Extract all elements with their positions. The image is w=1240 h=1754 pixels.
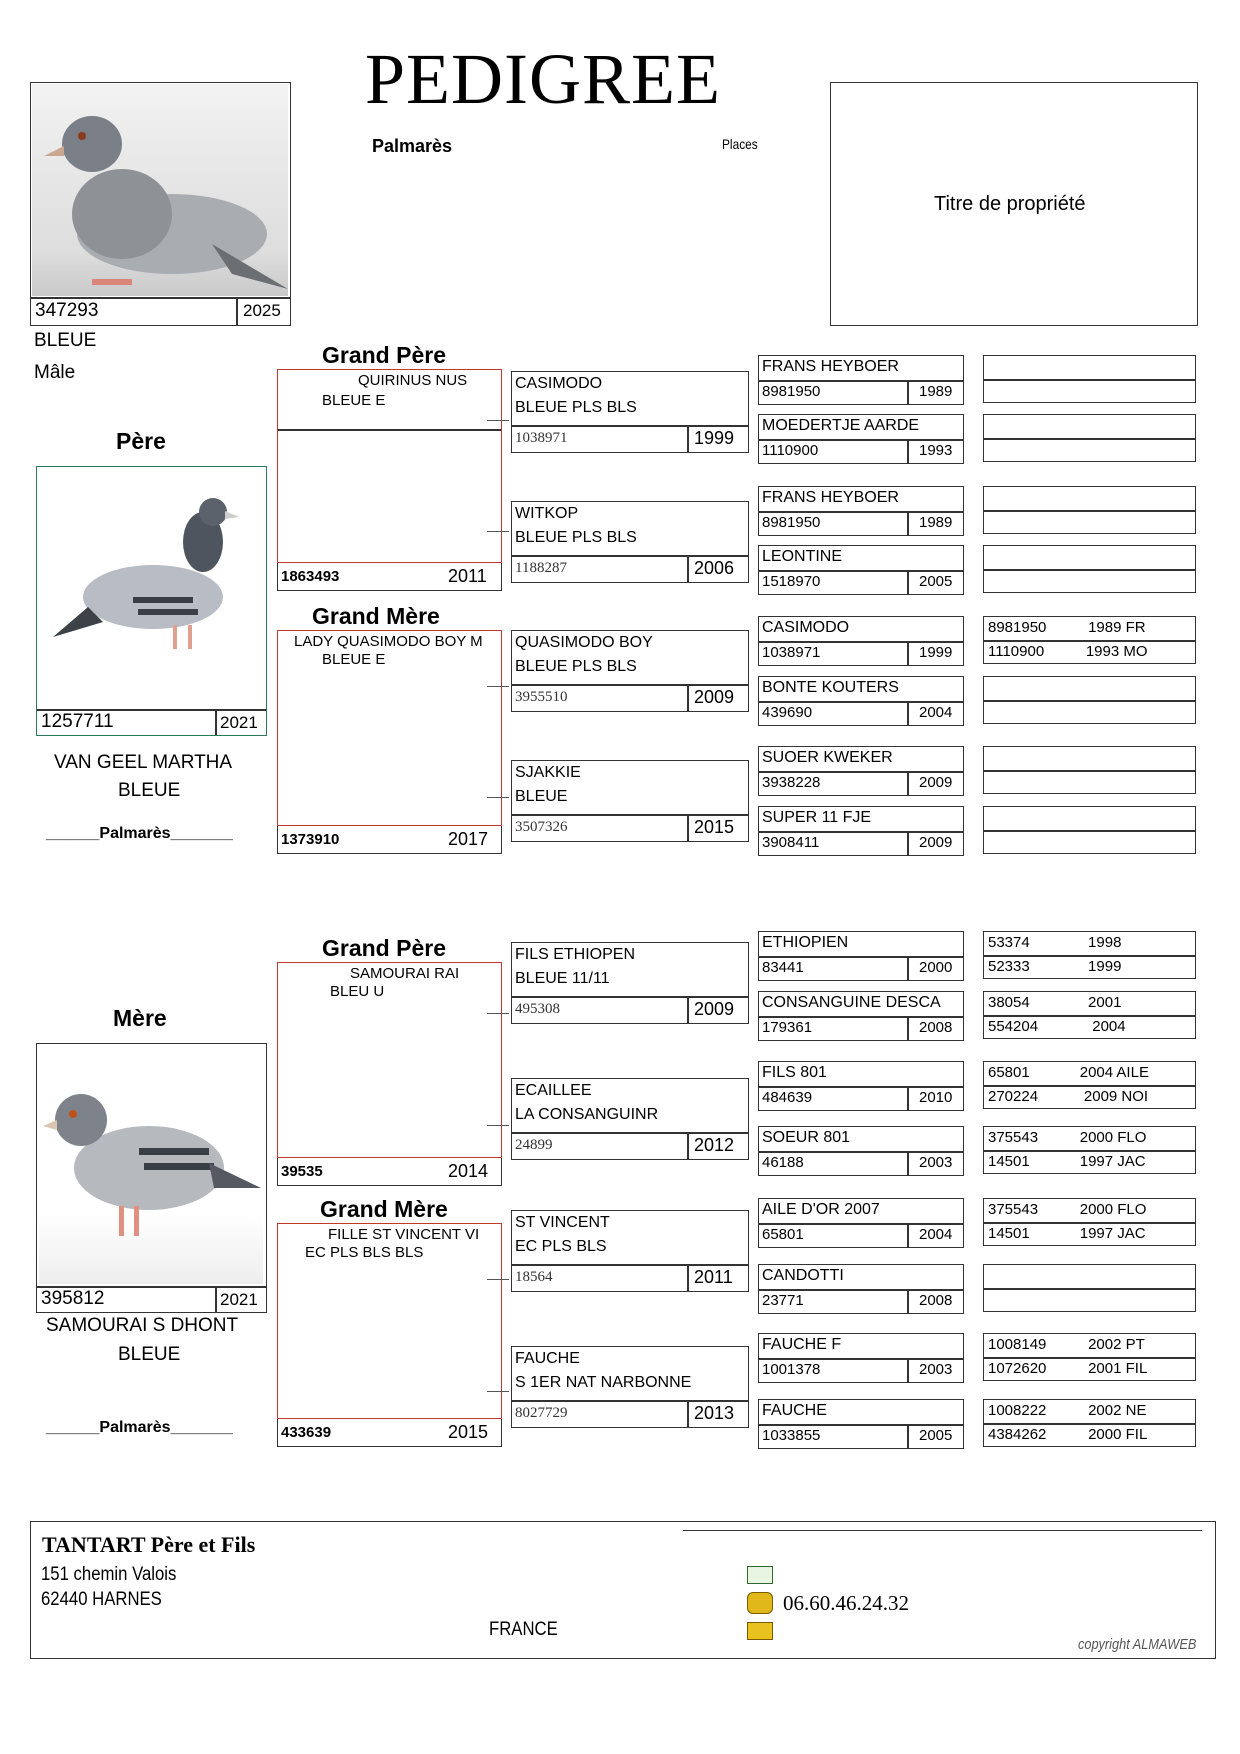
gen4-card xyxy=(758,1061,964,1111)
gen4-card xyxy=(758,991,964,1041)
gen3-name: WITKOP xyxy=(515,505,579,522)
gen4-card xyxy=(758,806,964,856)
gen4-name: MOEDERTJE AARDE xyxy=(762,417,920,434)
mere-grand-mere-box xyxy=(277,1223,502,1419)
gen5-line: 38054 2001 xyxy=(988,994,1122,1011)
grand-mere-name: FILLE ST VINCENT VI xyxy=(328,1226,480,1243)
grand-pere-ring: 39535 xyxy=(281,1163,323,1180)
gen5-card xyxy=(983,545,1196,593)
gen3-ring: 3507326 xyxy=(515,819,568,835)
gen4-name: CONSANGUINE DESCA xyxy=(762,994,941,1011)
pere-ring: 1257711 xyxy=(41,711,114,732)
gen3-name: FILS ETHIOPEN xyxy=(515,946,636,963)
gen4-ring: 46188 xyxy=(762,1154,804,1171)
subject-sex: Mâle xyxy=(34,362,76,383)
gen4-year: 2004 xyxy=(919,704,953,721)
gen4-card xyxy=(758,486,964,536)
gen4-ring: 3908411 xyxy=(762,834,820,851)
address-line2: 62440 HARNES xyxy=(41,1589,162,1610)
gen4-name: ETHIOPIEN xyxy=(762,934,849,951)
mere-year: 2021 xyxy=(220,1290,258,1309)
gen4-name: FRANS HEYBOER xyxy=(762,358,899,375)
gen5-card xyxy=(983,414,1196,462)
gen4-card xyxy=(758,545,964,595)
gen4-year: 2010 xyxy=(919,1089,953,1106)
gen5-line: 52333 1999 xyxy=(988,958,1122,975)
subject-year: 2025 xyxy=(243,301,281,320)
gen5-card xyxy=(983,1333,1196,1381)
mere-grand-mere-ring-row xyxy=(277,1419,502,1447)
fax-icon xyxy=(747,1622,773,1640)
mere-grand-pere-heading: Grand Père xyxy=(322,935,446,961)
gen5-card xyxy=(983,1126,1196,1174)
grand-mere-color: EC PLS BLS BLS xyxy=(305,1244,424,1261)
gen5-line: 554204 2004 xyxy=(988,1018,1126,1035)
gen4-year: 2003 xyxy=(919,1361,953,1378)
pigeon-icon xyxy=(39,1048,263,1284)
gen5-card xyxy=(983,486,1196,534)
gen4-year: 2008 xyxy=(919,1292,953,1309)
gen4-name: BONTE KOUTERS xyxy=(762,679,899,696)
grand-mere-color: BLEUE E xyxy=(322,651,386,668)
mere-photo xyxy=(39,1048,263,1284)
mere-grand-pere-ring-row xyxy=(277,1158,502,1186)
gen4-ring: 179361 xyxy=(762,1019,813,1036)
grand-pere-color: BLEU U xyxy=(330,983,385,1000)
gen4-year: 2009 xyxy=(919,774,953,791)
gen4-ring: 1110900 xyxy=(762,442,819,459)
gen3-ring: 1188287 xyxy=(515,560,567,576)
gen3-year: 2013 xyxy=(694,1403,735,1423)
gen3-ring: 18564 xyxy=(515,1269,553,1285)
pere-grand-mere-box xyxy=(277,630,502,826)
gen5-card xyxy=(983,1399,1196,1447)
mere-heading: Mère xyxy=(113,1005,167,1031)
places-label: Places xyxy=(722,136,758,152)
gen4-name: LEONTINE xyxy=(762,548,843,565)
pere-photo-frame xyxy=(36,466,267,736)
gen5-card xyxy=(983,991,1196,1039)
gen5-card xyxy=(983,616,1196,664)
gen5-line: 1008149 2002 PT xyxy=(988,1336,1145,1353)
gen5-card xyxy=(983,355,1196,403)
footer-box xyxy=(30,1521,1216,1659)
grand-pere-name: SAMOURAI RAI xyxy=(350,965,460,982)
gen3-card xyxy=(511,1346,749,1428)
gen4-year: 2003 xyxy=(919,1154,953,1171)
gen4-ring: 3938228 xyxy=(762,774,821,791)
gen5-line: 1072620 2001 FIL xyxy=(988,1360,1148,1377)
gen3-year: 2006 xyxy=(694,558,735,578)
mere-name: SAMOURAI S DHONT xyxy=(46,1315,239,1336)
gen3-desc: BLEUE PLS BLS xyxy=(515,399,637,416)
gen3-ring: 495308 xyxy=(515,1001,560,1017)
pere-grand-pere-box xyxy=(277,369,502,563)
gen5-card xyxy=(983,1264,1196,1312)
pere-heading: Père xyxy=(116,428,166,454)
subject-photo xyxy=(32,84,288,296)
gen4-ring: 65801 xyxy=(762,1226,804,1243)
grand-mere-ring: 433639 xyxy=(281,1424,332,1441)
gen4-year: 2005 xyxy=(919,1427,953,1444)
pere-grand-pere-ring-row xyxy=(277,563,502,591)
gen3-year: 2015 xyxy=(694,817,735,837)
gen3-name: ECAILLEE xyxy=(515,1082,592,1099)
gen4-ring: 1033855 xyxy=(762,1427,821,1444)
gen4-name: FAUCHE F xyxy=(762,1336,842,1353)
gen3-name: FAUCHE xyxy=(515,1350,580,1367)
gen5-card xyxy=(983,1198,1196,1246)
gen4-year: 1989 xyxy=(919,514,953,531)
gen4-year: 2000 xyxy=(919,959,953,976)
gen3-name: ST VINCENT xyxy=(515,1214,610,1231)
gen4-card xyxy=(758,1126,964,1176)
gen4-name: FILS 801 xyxy=(762,1064,827,1081)
gen5-line: 4384262 2000 FIL xyxy=(988,1426,1148,1443)
gen4-ring: 1001378 xyxy=(762,1361,821,1378)
phone-number: 06.60.46.24.32 xyxy=(783,1591,909,1615)
subject-photo-frame xyxy=(30,82,291,326)
gen3-ring: 1038971 xyxy=(515,430,568,446)
mere-grand-pere-box xyxy=(277,962,502,1158)
grand-pere-ring: 1863493 xyxy=(281,568,340,585)
gen4-ring: 8981950 xyxy=(762,514,821,531)
gen4-name: CANDOTTI xyxy=(762,1267,844,1284)
grand-pere-year: 2011 xyxy=(448,566,487,586)
copyright: copyright ALMAWEB xyxy=(1078,1636,1197,1653)
gen4-ring: 8981950 xyxy=(762,383,821,400)
gen5-card xyxy=(983,806,1196,854)
gen4-card xyxy=(758,1198,964,1248)
gen4-name: CASIMODO xyxy=(762,619,850,636)
gen5-line: 375543 2000 FLO xyxy=(988,1201,1147,1218)
gen4-card xyxy=(758,931,964,981)
gen4-card xyxy=(758,676,964,726)
pere-photo xyxy=(43,487,259,683)
gen4-card xyxy=(758,1399,964,1449)
gen3-card xyxy=(511,630,749,712)
subject-color: BLEUE xyxy=(34,330,97,351)
gen4-ring: 439690 xyxy=(762,704,813,721)
gen3-name: SJAKKIE xyxy=(515,764,581,781)
gen5-line: 375543 2000 FLO xyxy=(988,1129,1147,1146)
pere-year: 2021 xyxy=(220,713,258,732)
gen4-card xyxy=(758,1264,964,1314)
gen5-line: 8981950 1989 FR xyxy=(988,619,1146,636)
gen3-card xyxy=(511,501,749,583)
gen4-name: SUOER KWEKER xyxy=(762,749,893,766)
gen3-card xyxy=(511,371,749,453)
gen3-ring: 24899 xyxy=(515,1137,553,1153)
mere-palmares: ______Palmarès_______ xyxy=(46,1419,233,1436)
gen4-year: 1999 xyxy=(919,644,953,661)
page-title: PEDIGREE xyxy=(365,39,721,119)
gen3-year: 1999 xyxy=(694,428,735,448)
gen4-ring: 1038971 xyxy=(762,644,821,661)
gen4-card xyxy=(758,746,964,796)
gen4-name: SUPER 11 FJE xyxy=(762,809,872,826)
gen5-line: 14501 1997 JAC xyxy=(988,1153,1146,1170)
pigeon-icon xyxy=(32,84,288,296)
mere-ring: 395812 xyxy=(41,1288,105,1309)
pere-grand-mere-heading: Grand Mère xyxy=(312,603,440,629)
gen4-name: FRANS HEYBOER xyxy=(762,489,899,506)
grand-pere-name: QUIRINUS NUS xyxy=(358,372,468,389)
mere-photo-frame xyxy=(36,1043,267,1313)
subject-ring: 347293 xyxy=(35,300,99,321)
gen4-year: 2005 xyxy=(919,573,953,590)
gen3-desc: BLEUE PLS BLS xyxy=(515,658,637,675)
gen4-year: 1993 xyxy=(919,442,953,459)
grand-pere-year: 2014 xyxy=(448,1161,489,1181)
gen3-year: 2009 xyxy=(694,687,735,707)
gen4-card xyxy=(758,1333,964,1383)
gen5-line: 1008222 2002 NE xyxy=(988,1402,1147,1419)
gen4-card xyxy=(758,414,964,464)
gen3-desc: LA CONSANGUINR xyxy=(515,1106,659,1123)
gen5-line: 270224 2009 NOI xyxy=(988,1088,1149,1105)
gen3-year: 2012 xyxy=(694,1135,735,1155)
gen3-desc: BLEUE PLS BLS xyxy=(515,529,637,546)
pigeon-icon xyxy=(43,487,259,683)
gen4-year: 2008 xyxy=(919,1019,953,1036)
gen4-name: FAUCHE xyxy=(762,1402,827,1419)
gen3-ring: 8027729 xyxy=(515,1405,568,1421)
palmares-label: Palmarès xyxy=(372,136,453,156)
gen3-name: CASIMODO xyxy=(515,375,603,392)
address-line1: 151 chemin Valois xyxy=(41,1564,177,1585)
pere-palmares: ______Palmarès_______ xyxy=(46,825,233,842)
grand-mere-name: LADY QUASIMODO BOY M xyxy=(294,633,483,650)
pere-name: VAN GEEL MARTHA xyxy=(54,752,233,773)
gen4-year: 2009 xyxy=(919,834,953,851)
gen3-year: 2009 xyxy=(694,999,735,1019)
gen4-ring: 23771 xyxy=(762,1292,804,1309)
gen4-ring: 83441 xyxy=(762,959,804,976)
gen3-year: 2011 xyxy=(694,1267,733,1287)
gen5-card xyxy=(983,1061,1196,1109)
gen5-card xyxy=(983,931,1196,979)
pere-grand-mere-ring-row xyxy=(277,826,502,854)
gen3-desc: EC PLS BLS xyxy=(515,1238,607,1255)
country: FRANCE xyxy=(489,1619,558,1640)
gen4-year: 2004 xyxy=(919,1226,953,1243)
gen3-card xyxy=(511,1210,749,1292)
grand-mere-ring: 1373910 xyxy=(281,831,340,848)
gen3-card xyxy=(511,1078,749,1160)
pere-color: BLEUE xyxy=(118,780,181,801)
gen5-card xyxy=(983,746,1196,794)
gen5-line: 14501 1997 JAC xyxy=(988,1225,1146,1242)
grand-pere-color: BLEUE E xyxy=(322,392,386,409)
gen4-ring: 484639 xyxy=(762,1089,813,1106)
gen4-card xyxy=(758,616,964,666)
gen3-card xyxy=(511,760,749,842)
mere-grand-mere-heading: Grand Mère xyxy=(320,1196,448,1222)
mail-icon xyxy=(747,1566,773,1584)
titre-propriete-label: Titre de propriété xyxy=(934,193,1086,215)
gen4-year: 1989 xyxy=(919,383,953,400)
grand-mere-year: 2017 xyxy=(448,829,489,849)
gen3-desc: BLEUE 11/11 xyxy=(515,970,610,987)
mere-color: BLEUE xyxy=(118,1344,181,1365)
gen3-desc: S 1ER NAT NARBONNE xyxy=(515,1374,692,1391)
gen5-line: 1110900 1993 MO xyxy=(988,643,1148,660)
grand-mere-year: 2015 xyxy=(448,1422,489,1442)
gen4-ring: 1518970 xyxy=(762,573,821,590)
gen3-ring: 3955510 xyxy=(515,689,568,705)
gen5-line: 53374 1998 xyxy=(988,934,1122,951)
gen3-desc: BLEUE xyxy=(515,788,568,805)
gen3-card xyxy=(511,942,749,1024)
phone-icon xyxy=(747,1592,773,1614)
gen4-name: SOEUR 801 xyxy=(762,1129,851,1146)
gen5-line: 65801 2004 AILE xyxy=(988,1064,1149,1081)
pere-grand-pere-heading: Grand Père xyxy=(322,342,446,368)
owner-name: TANTART Père et Fils xyxy=(42,1532,256,1557)
gen4-card xyxy=(758,355,964,405)
gen3-name: QUASIMODO BOY xyxy=(515,634,653,651)
gen5-card xyxy=(983,676,1196,724)
gen4-name: AILE D'OR 2007 xyxy=(762,1201,880,1218)
